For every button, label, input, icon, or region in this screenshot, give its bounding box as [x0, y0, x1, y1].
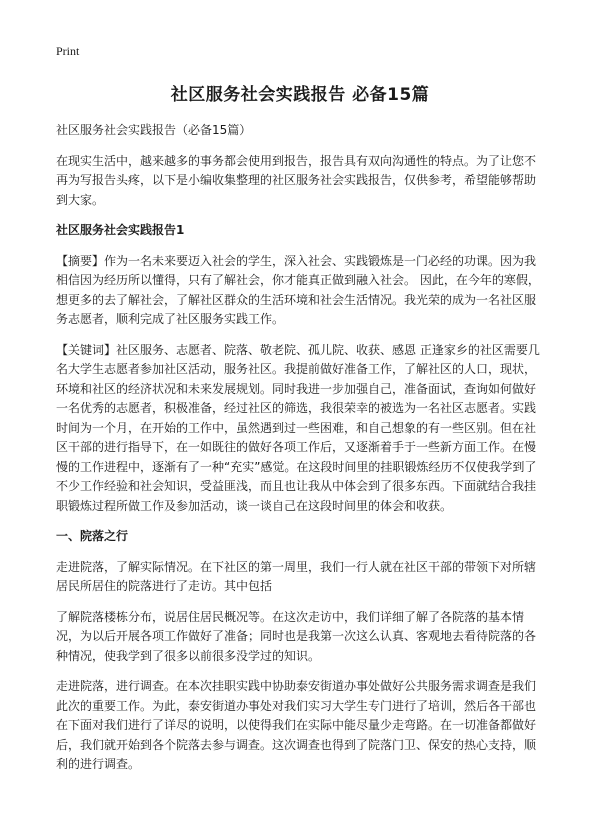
abstract-paragraph: 【摘要】作为一名未来要迈入社会的学生，深入社会、实践锻炼是一门必经的功课。因为我相信因为经历所以懂得，只有了解社会，你才能真正做到融入社会。 因此，在今年的寒假，想更多的去了解社会，了解社区群众的生活环境和社会生活情况。我光荣的成为一名社区服务志愿者，顺利完成了社区服务实践工作。 — [56, 253, 540, 326]
document-body — [56, 121, 546, 786]
body-paragraph: 走进院落，了解实际情况。在下社区的第一周里，我们一行人就在社区干部的带领下对所辖居民所居住的院落进行了走访。其中包括 — [56, 559, 537, 593]
intro-paragraph: 在现实生活中，越来越多的事务都会使用到报告，报告具有双向沟通性的特点。为了让您不再为写报告头疼，以下是小编收集整理的社区服务社会实践报告，仅供参考，希望能够帮助到大家。 — [56, 153, 537, 207]
body-paragraph: 走进院落，进行调查。在本次挂职实践中协助泰安街道办事处做好公共服务需求调查是我们此次的重要工作。为此，泰安街道办事处对我们实习大学生专门进行了培训，然后各干部也在下面对我们进行了详尽的说明，以使得我们在实际中能尽量少走弯路。在一切准备都做好后，我们就开始到各个院落去参与调查。这次调查也得到了院落门卫、保安的热心支持，顺利的进行调查。 — [56, 679, 537, 771]
document-subtitle: 社区服务社会实践报告（必备15篇） — [56, 123, 252, 137]
print-link[interactable]: Print — [56, 44, 80, 58]
keywords-paragraph: 【关键词】社区服务、志愿者、院落、敬老院、孤儿院、收获、感恩 正逢家乡的社区需要几名大学生志愿者参加社区活动，服务社区。我提前做好准备工作，了解社区的人口，现状，环境和社区的经济状况和未来发展规划。同时我进一步加强自己，准备面试，查询如何做好一名优秀的志愿者，积极准备，经过社区的筛选，我很荣幸的被选为一名社区志愿者。实践时间为一个月，在开始的工作中，虽然遇到过一些困难，和自己想象的有一些区别。但在社区干部的进行指导下，在一如既往的做好各项工作后，又逐渐着手于一些新方面工作。在慢慢的工作进程中，逐渐有了一种“充实”感觉。在这段时间里的挂职锻炼经历不仅使我学到了不少工作经验和社会知识，受益匪浅，而且也让我从中体会到了很多东西。下面就结合我挂职锻炼过程所做工作及参加活动，谈一谈自己在这段时间里的体会和收获。 — [56, 342, 540, 513]
body-paragraph: 了解院落楼栋分布，说居住居民概况等。在这次走访中，我们详细了解了各院落的基本情况，为以后开展各项工作做好了准备；同时也是我第一次这么认真、客观地去看待院落的各种情况，使我学到了很多以前很多没学过的知识。 — [56, 609, 537, 663]
report-heading: 社区服务社会实践报告1 — [56, 223, 185, 237]
section-heading: 一、院落之行 — [56, 529, 129, 543]
page-title: 社区服务社会实践报告 必备15篇 — [170, 85, 430, 105]
